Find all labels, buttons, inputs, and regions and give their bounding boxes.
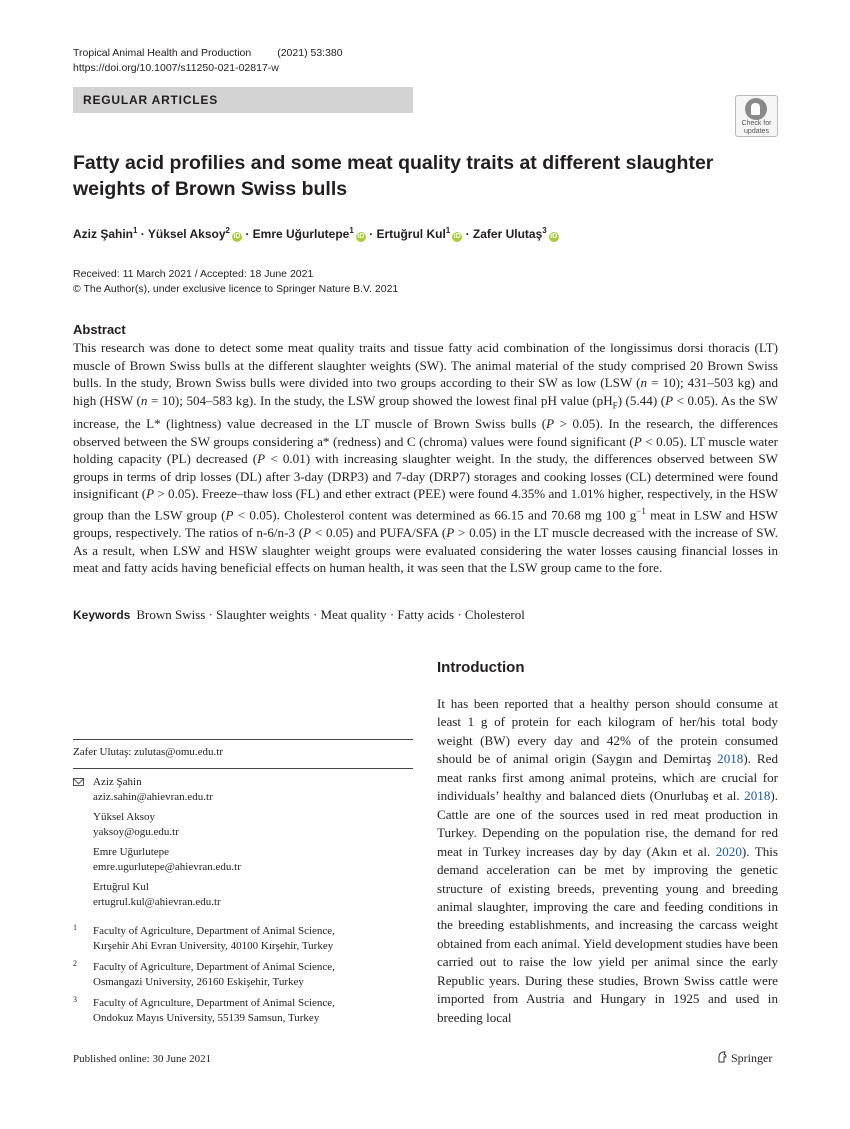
contact-entry (73, 775, 413, 804)
contact-email[interactable]: emre.ugurlutepe@ahievran.edu.tr (93, 860, 241, 873)
author-name[interactable]: Zafer Ulutaş (472, 227, 543, 241)
journal-name: Tropical Animal Health and Production (73, 47, 252, 59)
contact-name: Emre Uğurlutepe (93, 846, 170, 858)
affiliation-line1: Faculty of Agriculture, Department of Animal Science, (93, 961, 335, 973)
affiliation-line2: Kırşehir Ahi Evran University, 40100 Kırşehir, Turkey (93, 939, 334, 952)
keywords-label: Keywords (73, 608, 131, 622)
keywords-text: Brown Swiss · Slaughter weights · Meat quality · Fatty acids · Cholesterol (136, 607, 525, 622)
affiliation-number: 3 (73, 995, 77, 1004)
affiliation-entry (73, 960, 413, 989)
author-contacts (73, 775, 413, 915)
affiliation-entry (73, 996, 413, 1025)
contact-email[interactable]: aziz.sahin@ahievran.edu.tr (93, 790, 213, 803)
orcid-icon[interactable]: iD (550, 233, 558, 240)
author-affiliation-number: 1 (445, 226, 451, 235)
affiliations (73, 924, 413, 1032)
author-name[interactable]: Aziz Şahin (73, 227, 134, 241)
author-name[interactable]: Emre Uğurlutepe (252, 227, 350, 241)
received-dates: Received: 11 March 2021 / Accepted: 18 June 2021 (73, 268, 314, 280)
affiliation-line2: Osmangazi University, 26160 Eskişehir, Turkey (93, 975, 304, 988)
contact-email[interactable]: yaksoy@ogu.edu.tr (93, 825, 179, 838)
affiliation-line1: Faculty of Agriculture, Department of Animal Science, (93, 925, 335, 937)
contact-name: Aziz Şahin (93, 776, 142, 788)
author-affiliation-number: 3 (542, 226, 547, 235)
publisher-name: Springer (731, 1051, 773, 1065)
author-separator: · (137, 227, 148, 241)
orcid-icon[interactable]: iD (357, 233, 365, 240)
published-date: Published online: 30 June 2021 (73, 1053, 212, 1065)
abstract-text: This research was done to detect some meat quality traits and tissue fatty acid combination of the longissimus dorsi thoracis (LT) muscle of Brown Swiss bulls at the different slaughter weights (SW). The animal material of the study comprised 20 Brown Swiss bulls. In the study, Brown Swiss bulls were divided into two groups according to their SW as low (LSW (n = 10); 431–503 kg) and high (HSW (n = 10); 504–583 kg). In the study, the LSW group showed the lowest final pH value $(pH_F)$ (5.44) (P < 0.05). As the SW increase, the L* (lightness) value decreased in the LT muscle of Brown Swiss bulls (P > 0.05). In the research, the differences observed between the SW groups considering a* (redness) and C (chroma) values were found significant (P < 0.05). LT muscle water holding capacity (PL) decreased (P < 0.01) with increasing slaughter weight. In the study, the differences observed between SW groups in terms of drip losses (DL) after 3-day (DRP3) and 7-day (DRP7) storages and cooking losses (CL) determined were found insignificant (P > 0.05). Freeze–thaw loss (FL) and ether extract (PEE) were found 4.35% and 1.01% higher, respectively, in the HSW group than the LSW group (P < 0.05). Cholesterol content was determined as 66.15 and 70.68 mg 100 $g^{-1}$ meat in LSW and HSW groups, respectively. The ratios of n-6/n-3 (P < 0.05) and PUFA/SFA (P > 0.05) in the LT muscle decreased with the increase of SW. As a result, when LSW and HSW slaughter weight groups were evaluated considering the water losses causing financial losses in meat and fatty acids having beneficial effects on human health, it was seen that the LSW group came to the fore. (73, 340, 779, 576)
contact-entry (73, 845, 413, 874)
contact-name: Yüksel Aksoy (93, 811, 156, 823)
affiliation-entry (73, 924, 413, 953)
bookmark-icon (745, 98, 767, 120)
doi-link[interactable]: https://doi.org/10.1007/s11250-021-02817-w (73, 62, 279, 74)
affiliation-number: 2 (73, 959, 77, 968)
author-affiliation-number: 1 (133, 226, 138, 235)
abstract-heading: Abstract (73, 322, 126, 337)
author-separator: · (365, 227, 377, 241)
springer-logo[interactable] (716, 1051, 772, 1066)
affiliation-line1: Faculty of Agrıculture, Department of Animal Science, (93, 997, 335, 1009)
author-name[interactable]: Ertuğrul Kul (376, 227, 446, 241)
keywords (73, 607, 525, 623)
journal-volume: (2021) 53:380 (277, 47, 343, 59)
footnote-divider (73, 739, 413, 740)
author-name[interactable]: Yüksel Aksoy (147, 227, 226, 241)
section-label: REGULAR ARTICLES (83, 93, 219, 107)
author-affiliation-number: 2 (225, 226, 230, 235)
corresponding-author-note: Zafer Ulutaş: zulutas@omu.edu.tr (73, 746, 224, 758)
check-for-updates-badge[interactable] (735, 95, 778, 137)
introduction-heading: Introduction (437, 659, 525, 676)
contact-email[interactable]: ertugrul.kul@ahievran.edu.tr (93, 895, 221, 908)
springer-horse-icon (716, 1051, 728, 1063)
author-affiliation-number: 1 (349, 226, 354, 235)
author-separator: · (241, 227, 253, 241)
copyright-line: © The Author(s), under exclusive licence to Springer Nature B.V. 2021 (73, 283, 399, 295)
check-updates-line1: Check for (741, 120, 772, 127)
contact-entry (73, 880, 413, 909)
introduction-text: It has been reported that a healthy person should consume at least 1 g of protein for each kilogram of her/his total body weight (BW) every day and 42% of the protein consumed should be of animal origin (Saygın and Demirtaş 2018). Red meat ranks first among animal proteins, which are crucial for individuals’ healthy and balanced diets (Onurlubaş et al. 2018). Cattle are one of the sources used in red meat production in Turkey. Depending on the population rise, the demand for red meat in Turkey increases day by day (Akın et al. 2020). This demand acceleration can be met by improving the genetic structure of existing breeds, preventing young and breeding animal slaughter, improving the care and feeding conditions in the breeding establishments, and increasing the carcass weight obtained from each animal. Yield development studies have been carried out to raise the low yield per animal since the early Republic years. During these studies, Brown Swiss cattle were imported from Austria and Hungary in 1925 and used in breeding local (437, 696, 779, 1025)
author-separator: · (462, 227, 473, 241)
article-title: Fatty acid profilies and some meat quality traits at different slaughter weights of Brown Swiss bulls (73, 152, 714, 200)
check-updates-text (735, 120, 778, 135)
contacts-divider (73, 768, 413, 769)
envelope-icon (73, 778, 84, 786)
journal-header (73, 47, 343, 59)
contact-entry (73, 810, 413, 839)
orcid-icon[interactable]: iD (233, 233, 241, 240)
section-band (73, 87, 413, 113)
author-list (73, 226, 559, 242)
affiliation-line2: Ondokuz Mayıs University, 55139 Samsun, Turkey (93, 1011, 320, 1024)
affiliation-number: 1 (73, 923, 77, 932)
orcid-icon[interactable]: iD (453, 233, 461, 240)
check-updates-line2: updates (744, 127, 769, 135)
contact-name: Ertuğrul Kul (93, 881, 149, 893)
